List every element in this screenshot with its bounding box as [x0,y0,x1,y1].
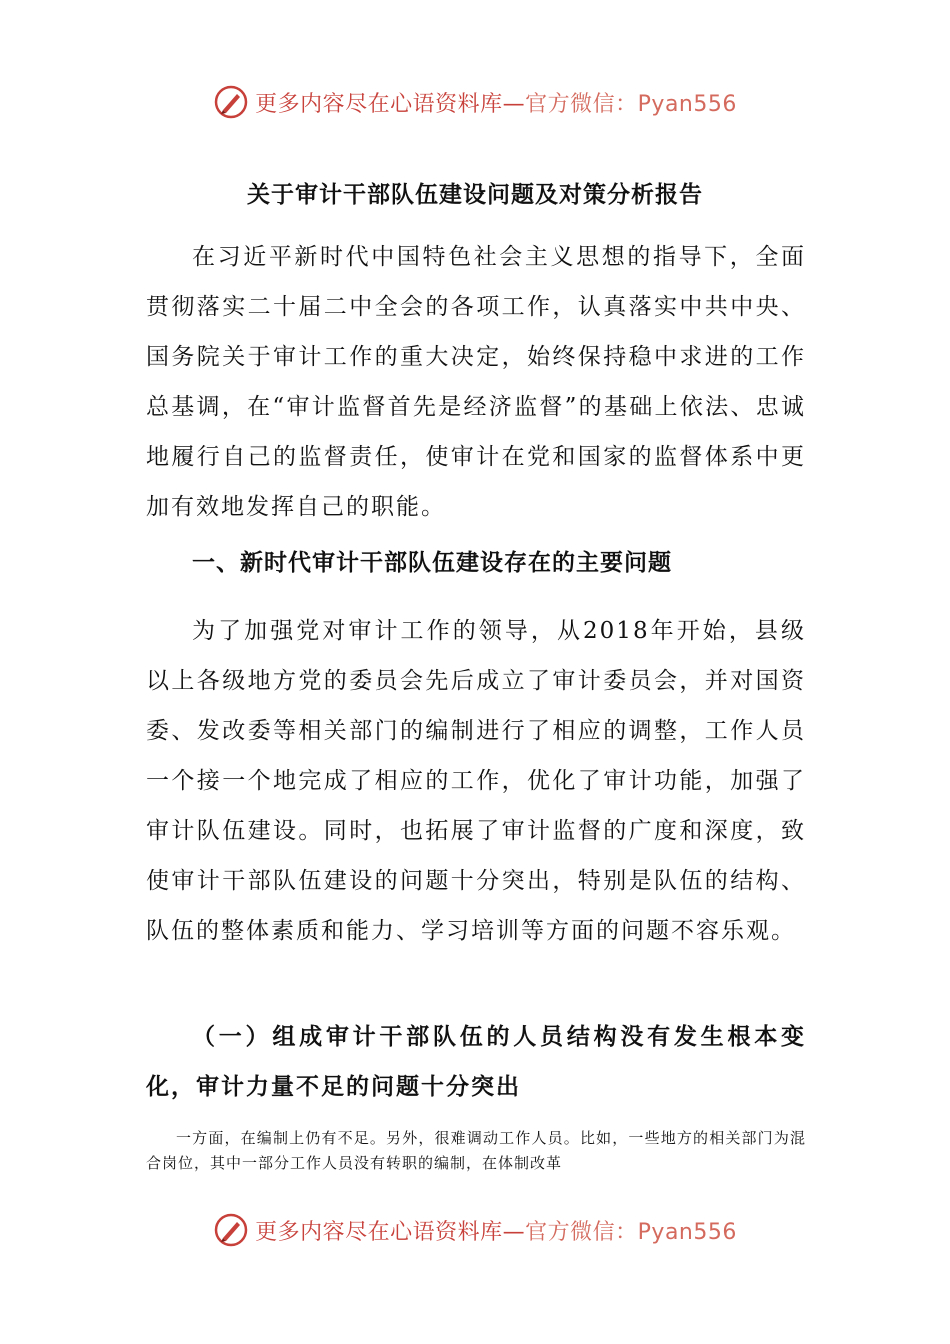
banner-text: 更多内容尽在心语资料库—官方微信：Pyan556 [255,91,737,117]
footer-banner [0,1210,950,1250]
page-title: 关于审计干部队伍建设问题及对策分析报告 [247,182,703,208]
wechat-id: 官方微信：Pyan556 [525,1219,737,1245]
paragraph-small: 一方面，在编制上仍有不足。另外，很难调动工作人员。比如，一些地方的相关部门为混合岗位，其中一部分工作人员没有转职的编制，在体制改革 [146,1129,806,1172]
pen-logo-icon [213,84,249,120]
subsection-heading-1: （一）组成审计干部队伍的人员结构没有发生根本变化，审计力量不足的问题十分突出 [146,1024,806,1100]
header-banner [0,82,950,122]
pen-logo-icon [213,1212,249,1248]
section-heading-1: 一、新时代审计干部队伍建设存在的主要问题 [192,550,672,576]
paragraph-intro: 在习近平新时代中国特色社会主义思想的指导下，全面贯彻落实二十届二中全会的各项工作，认真落实中共中央、国务院关于审计工作的重大决定，始终保持稳中求进的工作总基调，在“审计监督首先是经济监督”的基础上依法、忠诚地履行自己的监督责任，使审计在党和国家的监督体系中更加有效地发挥自己的职能。 [146,244,806,520]
paragraph-section-1: 为了加强党对审计工作的领导，从2018年开始，县级以上各级地方党的委员会先后成立了审计委员会，并对国资委、发改委等相关部门的编制进行了相应的调整，工作人员一个接一个地完成了相应的工作，优化了审计功能，加强了审计队伍建设。同时，也拓展了审计监督的广度和深度，致使审计干部队伍建设的问题十分突出，特别是队伍的结构、队伍的整体素质和能力、学习培训等方面的问题不容乐观。 [146,618,806,944]
wechat-id: 官方微信：Pyan556 [525,91,737,117]
banner-text: 更多内容尽在心语资料库—官方微信：Pyan556 [255,1219,737,1245]
